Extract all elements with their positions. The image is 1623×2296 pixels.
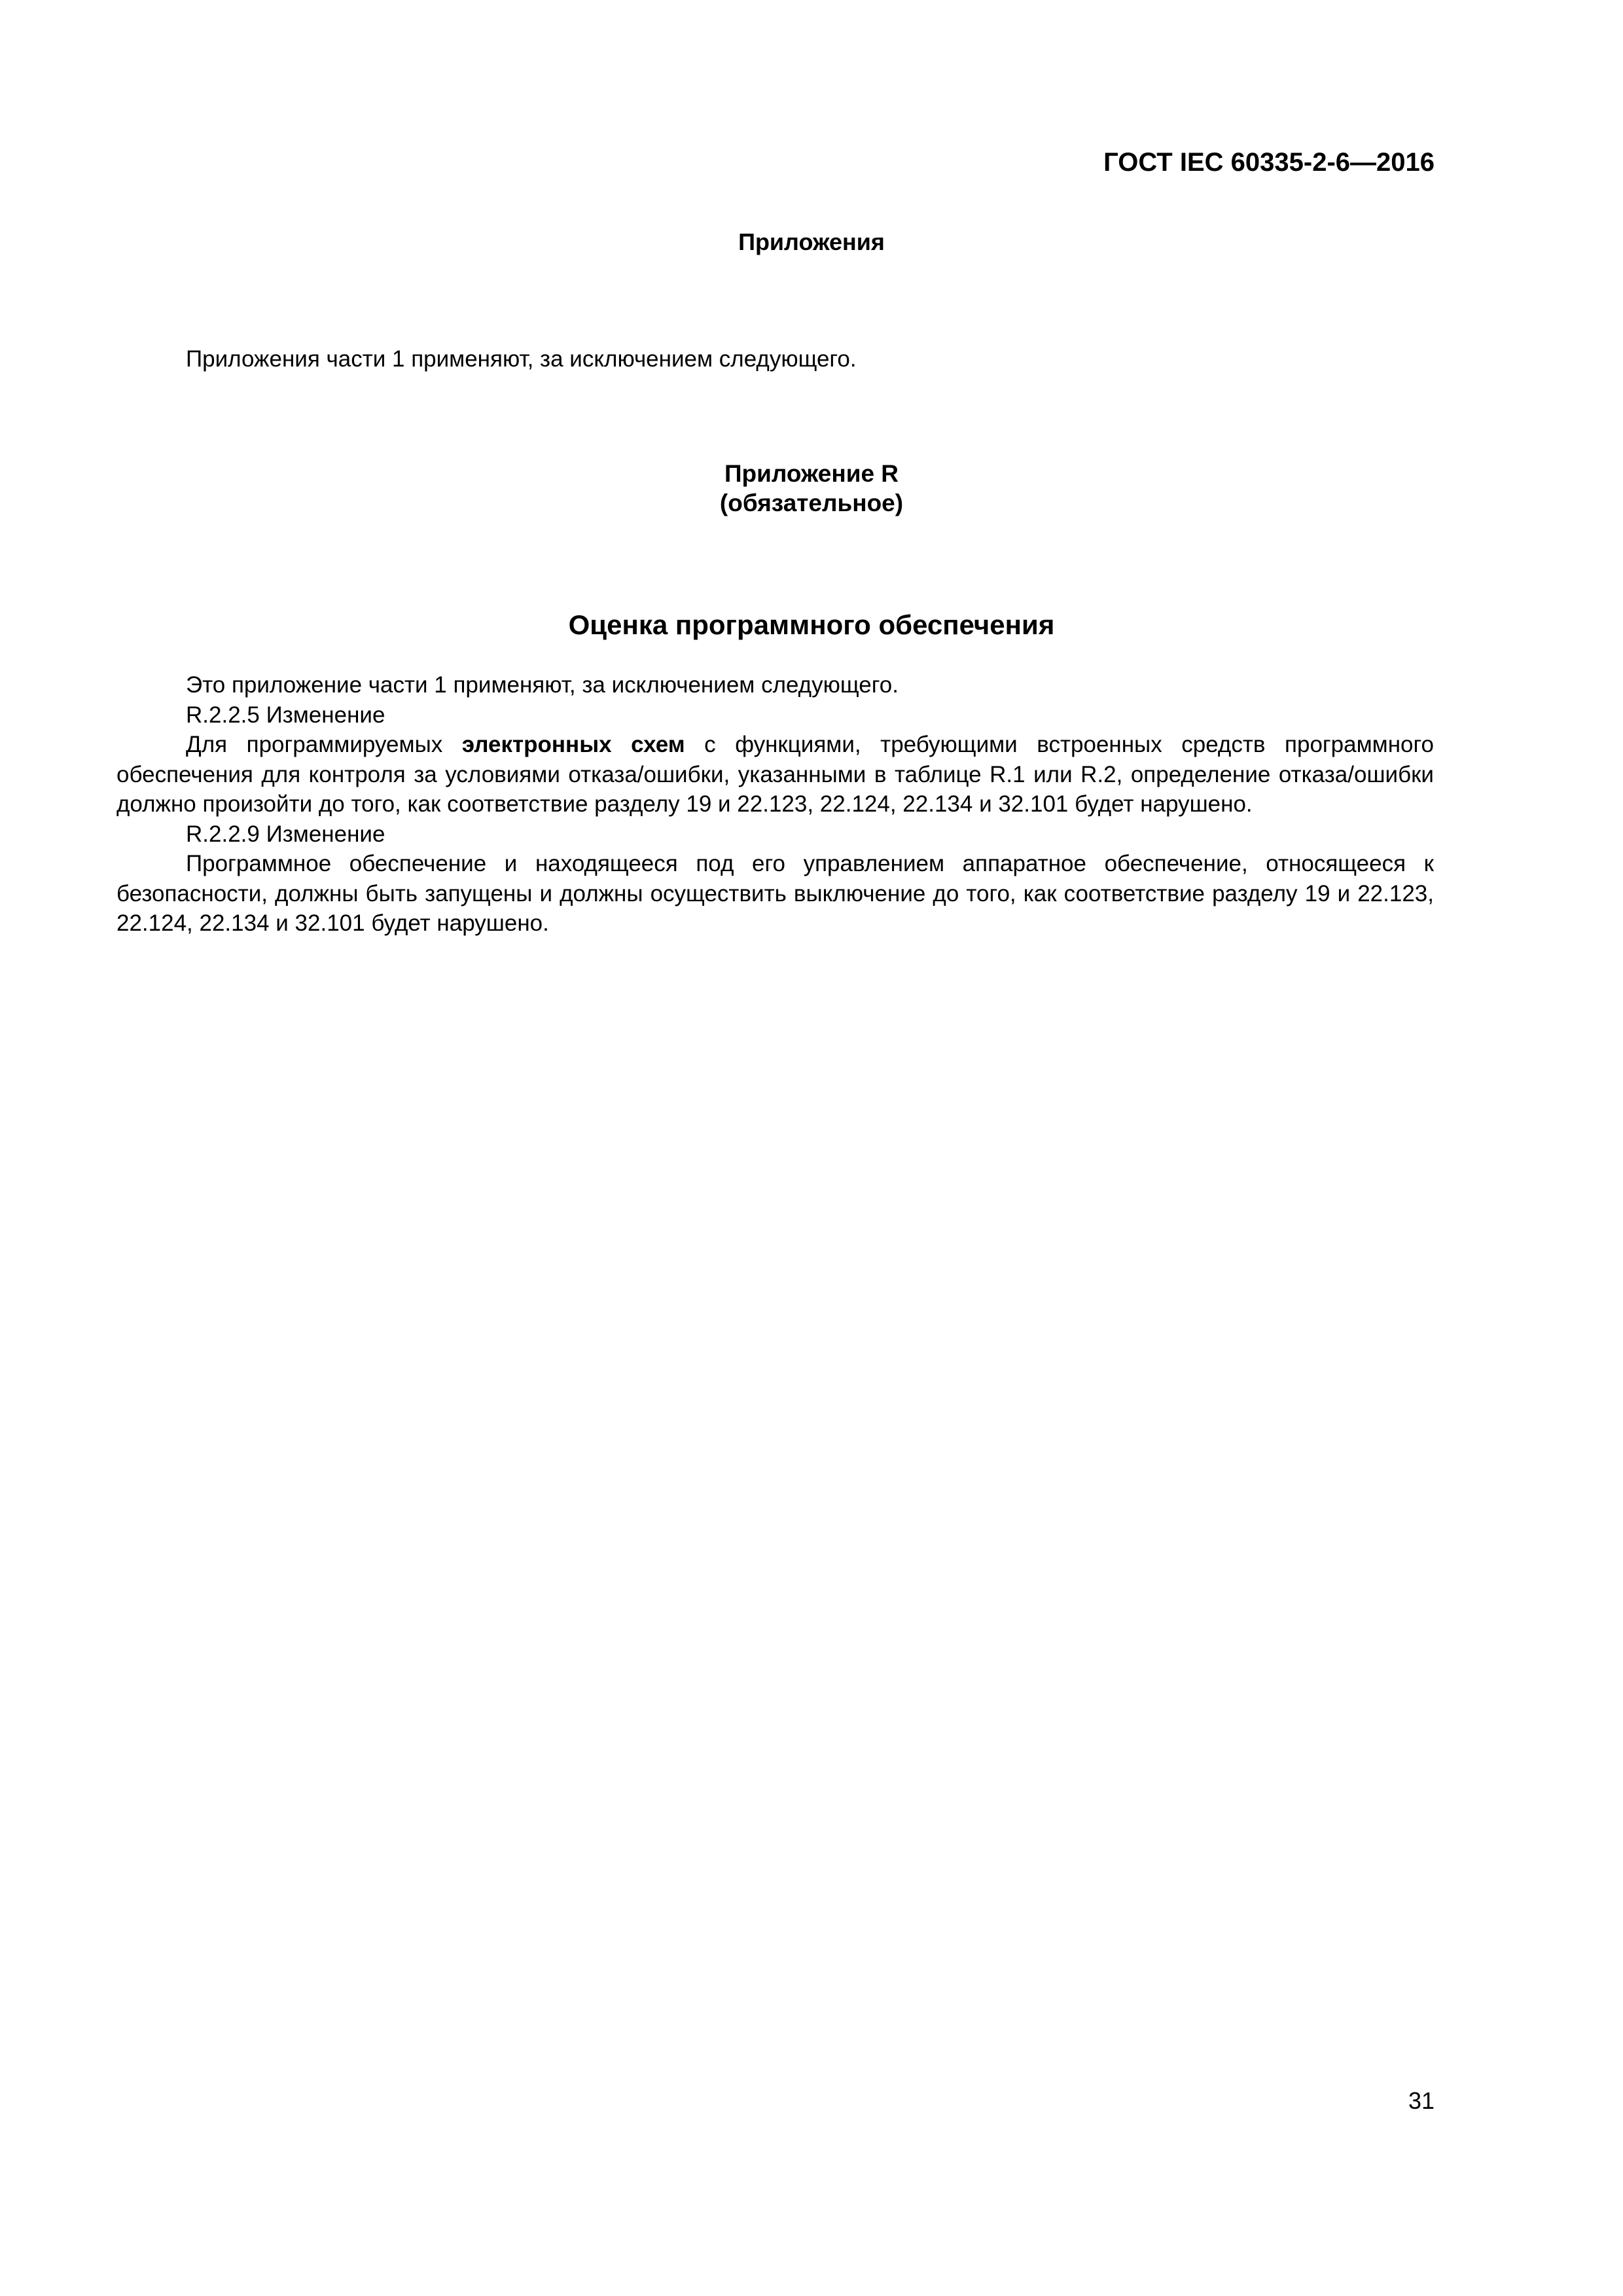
clause-r225-text-before: Для программируемых [186, 732, 462, 757]
page-number: 31 [1408, 2087, 1435, 2114]
clause-r225-text-after: с функциями, требующими встроенных средств программного обеспечения для контроля за условиями отказа/ошибки, указанными в таблице R.1 или R.2, определение отказа/ошибки должно произойти до того, как соответствие разделу 19 и 22.123, 22.124, 22.134 и 32.101 будет нарушено. [116, 732, 1434, 817]
annex-r-section-title: Оценка программного обеспечения [568, 609, 1055, 640]
annexes-intro-paragraph [116, 344, 1434, 374]
clause-r225-bold-term: электронных схем [461, 732, 685, 757]
clause-r225-text [116, 730, 1434, 819]
annexes-heading: Приложения [738, 228, 885, 255]
clause-r225-label: R.2.2.5 Изменение [186, 702, 385, 728]
annex-r-status: (обязательное) [719, 490, 904, 516]
annexes-intro-text: Приложения части 1 применяют, за исключением следующего. [186, 346, 857, 372]
clause-r229-label: R.2.2.9 Изменение [186, 821, 385, 847]
annex-r-title: Приложение R [724, 460, 899, 487]
annex-r-content [116, 670, 1434, 939]
document-code-header: ГОСТ IEC 60335-2-6—2016 [1103, 148, 1435, 177]
clause-r229-text: Программное обеспечение и находящееся под его управлением аппаратное обеспечение, относящееся к безопасности, должны быть запущены и должны осуществить выключение до того, как соответствие разделу 19 и 22.123, 22.124, 22.134 и 32.101 будет нарушено. [116, 851, 1434, 936]
annex-r-intro-text: Это приложение части 1 применяют, за исключением следующего. [186, 672, 899, 698]
